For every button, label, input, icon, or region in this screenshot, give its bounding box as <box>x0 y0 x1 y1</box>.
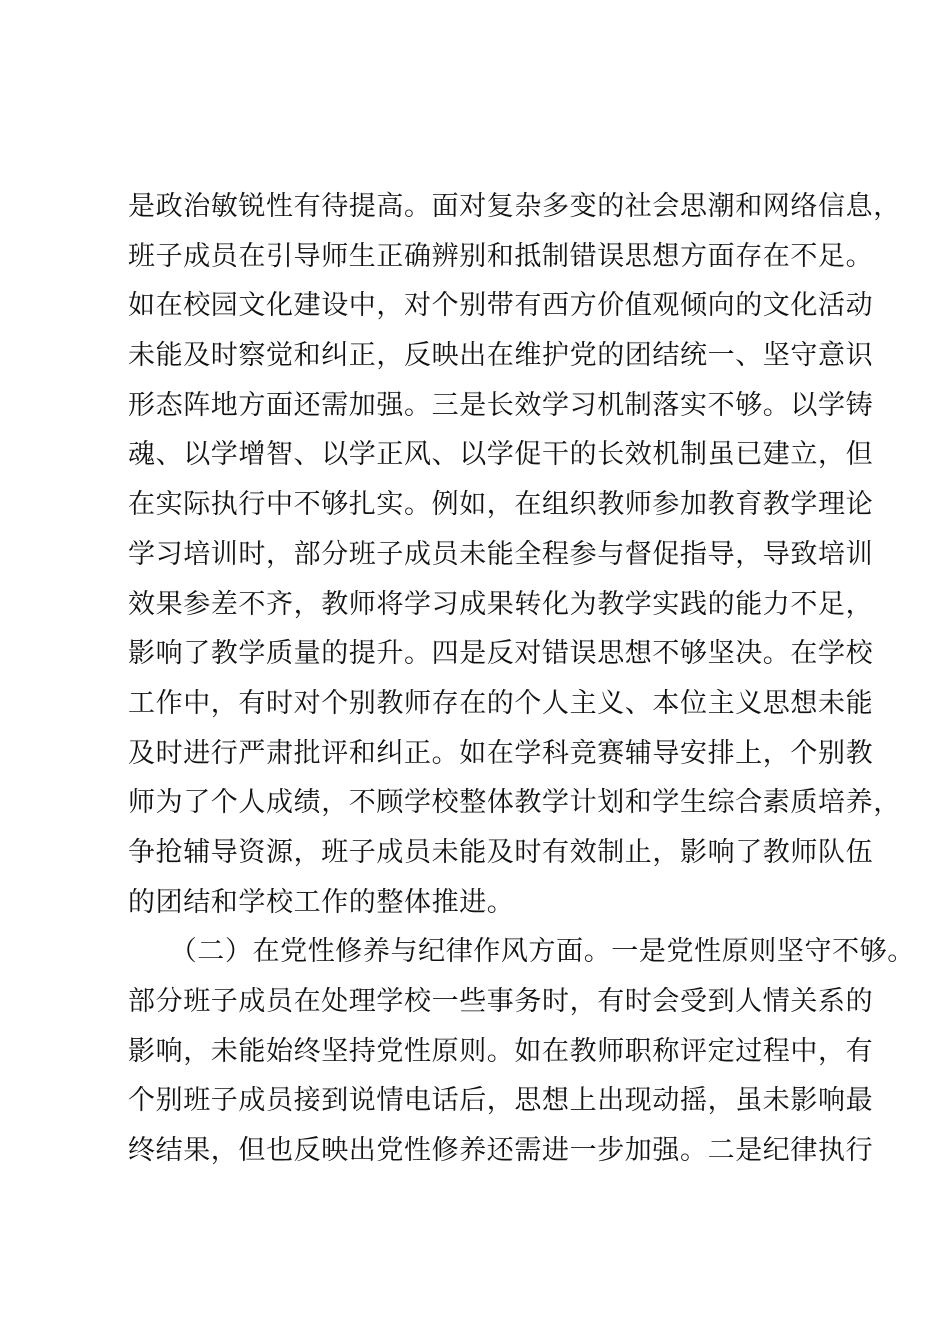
text-line: 班子成员在引导师生正确辨别和抵制错误思想方面存在不足。 <box>128 240 874 272</box>
text-line: 个别班子成员接到说情电话后，思想上出现动摇，虽未影响最 <box>128 1085 874 1117</box>
text-line: 终结果，但也反映出党性修养还需进一步加强。二是纪律执行 <box>128 1135 874 1167</box>
text-line: 及时进行严肃批评和纠正。如在学科竞赛辅导安排上，个别教 <box>128 737 874 769</box>
text-line: 是政治敏锐性有待提高。面对复杂多变的社会思潮和网络信息， <box>128 191 901 222</box>
text-line: 学习培训时，部分班子成员未能全程参与督促指导，导致培训 <box>128 538 874 570</box>
text-line: 工作中，有时对个别教师存在的个人主义、本位主义思想未能 <box>128 687 874 719</box>
text-line: 魂、以学增智、以学正风、以学促干的长效机制虽已建立，但 <box>128 439 874 471</box>
text-line: 师为了个人成绩，不顾学校整体教学计划和学生综合素质培养， <box>128 787 901 819</box>
text-line: 效果参差不齐，教师将学习成果转化为教学实践的能力不足， <box>128 588 874 620</box>
text-line: 在实际执行中不够扎实。例如，在组织教师参加教育教学理论 <box>128 489 874 521</box>
text-line: 如在校园文化建设中，对个别带有西方价值观倾向的文化活动 <box>128 290 874 322</box>
text-line: 影响了教学质量的提升。四是反对错误思想不够坚决。在学校 <box>128 638 874 670</box>
text-line: 形态阵地方面还需加强。三是长效学习机制落实不够。以学铸 <box>128 389 874 421</box>
text-line: 争抢辅导资源，班子成员未能及时有效制止，影响了教师队伍 <box>128 836 874 868</box>
text-line: 影响，未能始终坚持党性原则。如在教师职称评定过程中，有 <box>128 1035 874 1067</box>
text-line: 的团结和学校工作的整体推进。 <box>128 886 515 918</box>
text-line: 未能及时察觉和纠正，反映出在维护党的团结统一、坚守意识 <box>128 340 874 372</box>
text-line: 部分班子成员在处理学校一些事务时，有时会受到人情关系的 <box>128 986 874 1017</box>
text-line: （二）在党性修养与纪律作风方面。一是党性原则坚守不够。 <box>128 936 915 968</box>
body-text <box>128 182 915 1176</box>
